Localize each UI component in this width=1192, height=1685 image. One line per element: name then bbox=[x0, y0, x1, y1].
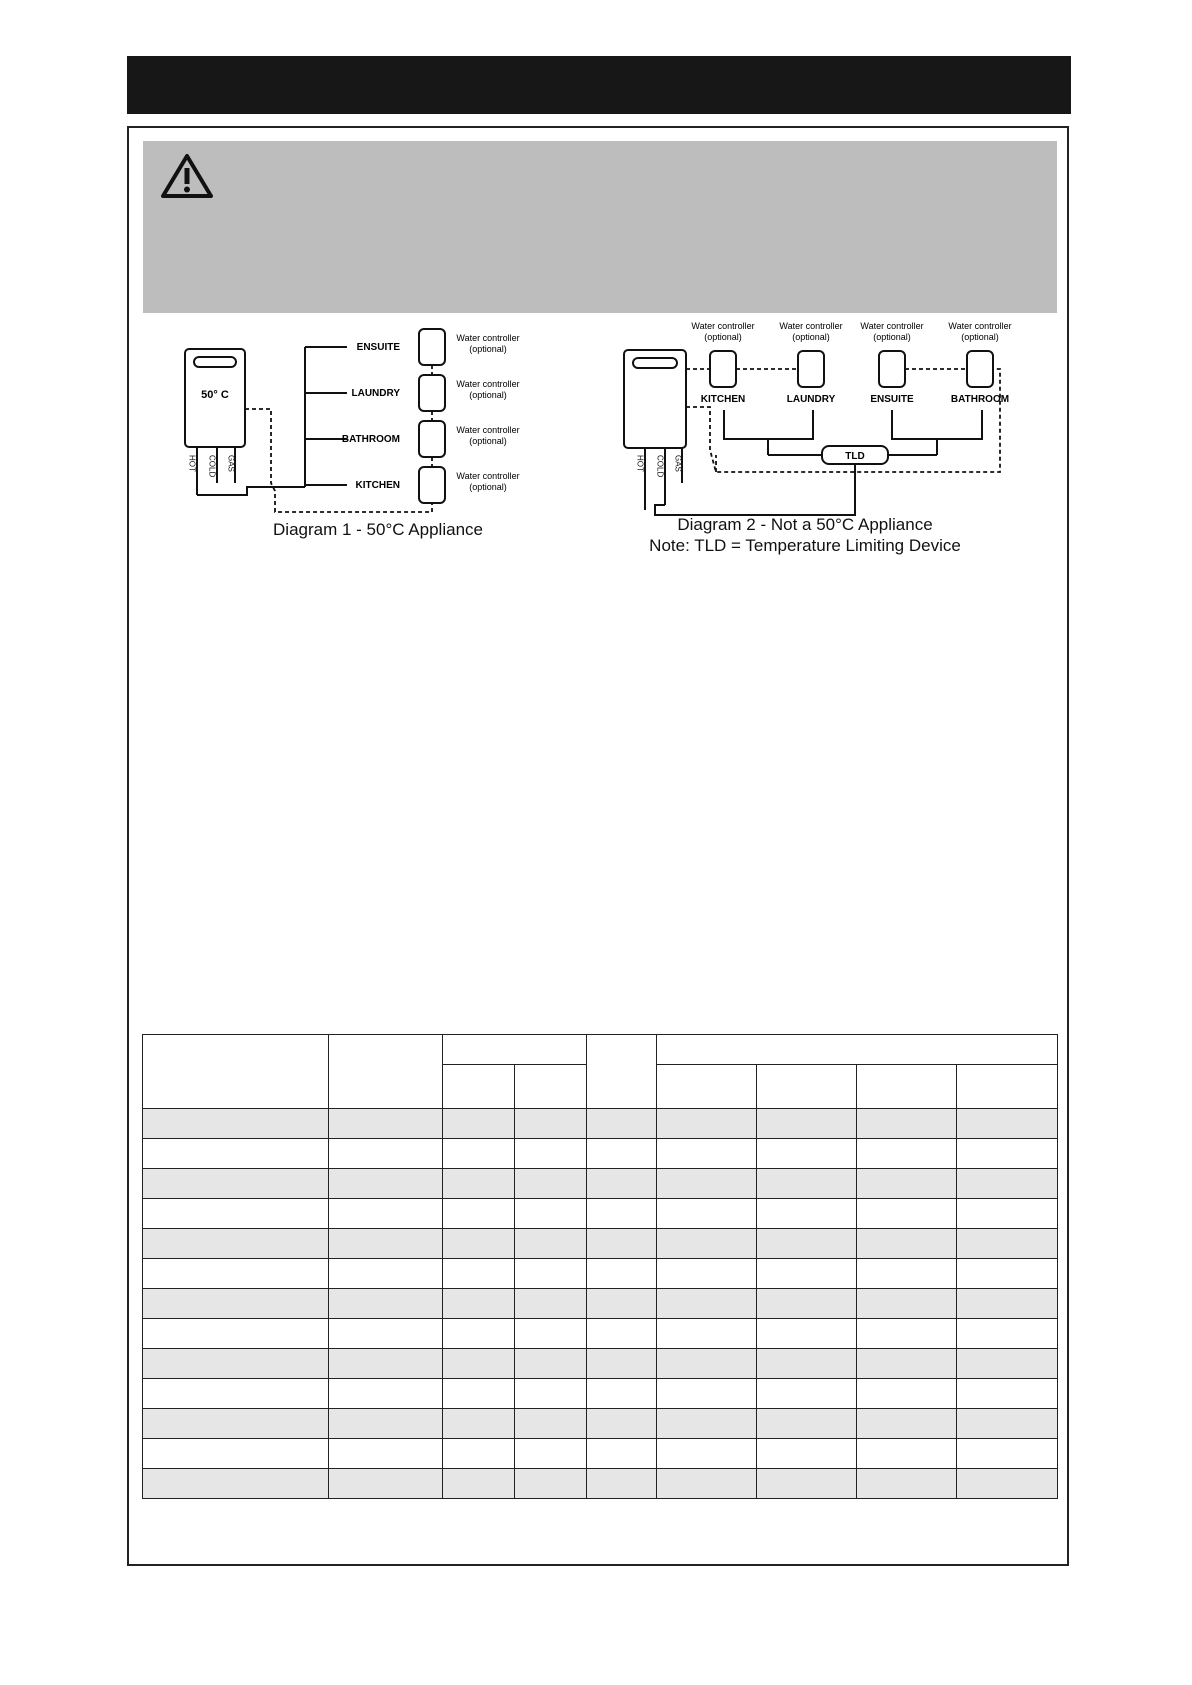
table-cell bbox=[657, 1349, 757, 1379]
table-cell bbox=[329, 1409, 443, 1439]
table-cell bbox=[143, 1289, 329, 1319]
table-cell bbox=[143, 1259, 329, 1289]
table-cell bbox=[757, 1409, 857, 1439]
table-cell bbox=[757, 1469, 857, 1499]
table-cell bbox=[957, 1169, 1058, 1199]
table-cell bbox=[957, 1319, 1058, 1349]
table-cell bbox=[329, 1319, 443, 1349]
table-cell bbox=[957, 1409, 1058, 1439]
header-cell bbox=[329, 1035, 443, 1109]
table-cell bbox=[587, 1469, 657, 1499]
table-cell bbox=[143, 1199, 329, 1229]
outlet-label: LAUNDRY bbox=[786, 394, 836, 405]
table-cell bbox=[443, 1409, 515, 1439]
table-cell bbox=[957, 1199, 1058, 1229]
table-cell bbox=[515, 1319, 587, 1349]
controller-optional: (optional) bbox=[469, 436, 507, 446]
table-cell bbox=[443, 1169, 515, 1199]
table-cell bbox=[515, 1349, 587, 1379]
table-cell bbox=[329, 1469, 443, 1499]
table-cell bbox=[443, 1259, 515, 1289]
table-cell bbox=[957, 1439, 1058, 1469]
table-cell bbox=[857, 1169, 957, 1199]
table-cell bbox=[143, 1409, 329, 1439]
table-cell bbox=[329, 1259, 443, 1289]
table-cell bbox=[957, 1289, 1058, 1319]
controller-optional: (optional) bbox=[469, 390, 507, 400]
table-cell bbox=[957, 1349, 1058, 1379]
table-cell bbox=[587, 1229, 657, 1259]
table-cell bbox=[757, 1289, 857, 1319]
table-cell bbox=[515, 1469, 587, 1499]
diagram-1 bbox=[143, 315, 543, 555]
table-cell bbox=[329, 1109, 443, 1139]
table-cell bbox=[443, 1439, 515, 1469]
warning-icon bbox=[160, 152, 214, 200]
table-cell bbox=[329, 1199, 443, 1229]
controller-label: Water controller bbox=[691, 321, 755, 331]
table-cell bbox=[443, 1349, 515, 1379]
table-cell bbox=[329, 1139, 443, 1169]
outlet-label: ENSUITE bbox=[870, 394, 914, 405]
table-row bbox=[143, 1139, 1058, 1169]
table-cell bbox=[515, 1229, 587, 1259]
table-cell bbox=[657, 1439, 757, 1469]
table-cell bbox=[757, 1229, 857, 1259]
controller-label: Water controller bbox=[456, 471, 520, 481]
table-cell bbox=[143, 1229, 329, 1259]
table-cell bbox=[857, 1289, 957, 1319]
table-cell bbox=[857, 1139, 957, 1169]
outlet-label: KITCHEN bbox=[355, 480, 400, 491]
table-cell bbox=[329, 1229, 443, 1259]
table-cell bbox=[329, 1379, 443, 1409]
table-cell bbox=[757, 1199, 857, 1229]
diagram-1-caption: Diagram 1 - 50°C Appliance bbox=[273, 520, 483, 539]
table-row bbox=[143, 1319, 1058, 1349]
pipe-label-hot: HOT bbox=[635, 455, 645, 472]
controller-label: Water controller bbox=[948, 321, 1012, 331]
table-cell bbox=[443, 1109, 515, 1139]
table-cell bbox=[757, 1109, 857, 1139]
table-cell bbox=[143, 1319, 329, 1349]
table-cell bbox=[515, 1259, 587, 1289]
header-cell bbox=[857, 1065, 957, 1109]
table-cell bbox=[757, 1319, 857, 1349]
controller-optional: (optional) bbox=[961, 332, 999, 342]
table-cell bbox=[515, 1199, 587, 1229]
header-cell bbox=[657, 1035, 1058, 1065]
table-cell bbox=[443, 1139, 515, 1169]
table-cell bbox=[957, 1469, 1058, 1499]
header-cell bbox=[443, 1065, 515, 1109]
header-cell bbox=[757, 1065, 857, 1109]
table-cell bbox=[329, 1439, 443, 1469]
table-cell bbox=[957, 1109, 1058, 1139]
table-cell bbox=[857, 1199, 957, 1229]
table-row bbox=[143, 1289, 1058, 1319]
table-cell bbox=[657, 1229, 757, 1259]
outlet-label: ENSUITE bbox=[356, 342, 400, 353]
table-row bbox=[143, 1379, 1058, 1409]
table-cell bbox=[587, 1109, 657, 1139]
outlet-label: KITCHEN bbox=[700, 394, 746, 405]
table-cell bbox=[857, 1109, 957, 1139]
table-cell bbox=[515, 1379, 587, 1409]
pipe-label-cold: COLD bbox=[207, 455, 217, 478]
table-cell bbox=[657, 1109, 757, 1139]
diagram-2-note: Note: TLD = Temperature Limiting Device bbox=[649, 536, 961, 555]
pipe-label-cold: COLD bbox=[655, 455, 665, 478]
table-cell bbox=[329, 1289, 443, 1319]
outlet-label: LAUNDRY bbox=[351, 388, 400, 399]
pipe-label-hot: HOT bbox=[187, 455, 197, 472]
header-cell bbox=[587, 1035, 657, 1109]
table-cell bbox=[587, 1319, 657, 1349]
header-cell bbox=[657, 1065, 757, 1109]
table-cell bbox=[957, 1379, 1058, 1409]
table-cell bbox=[515, 1139, 587, 1169]
table-cell bbox=[329, 1169, 443, 1199]
table-cell bbox=[143, 1469, 329, 1499]
table-row bbox=[143, 1409, 1058, 1439]
table-cell bbox=[857, 1229, 957, 1259]
table-cell bbox=[143, 1109, 329, 1139]
table-cell bbox=[143, 1379, 329, 1409]
table-cell bbox=[587, 1289, 657, 1319]
table-cell bbox=[957, 1229, 1058, 1259]
table-cell bbox=[657, 1139, 757, 1169]
table-cell bbox=[587, 1259, 657, 1289]
pipe-label-gas: GAS bbox=[226, 455, 236, 472]
controller-label: Water controller bbox=[779, 321, 843, 331]
table-cell bbox=[329, 1349, 443, 1379]
header-cell bbox=[515, 1065, 587, 1109]
table-cell bbox=[857, 1349, 957, 1379]
appliance-label: 50° C bbox=[201, 389, 229, 401]
table-cell bbox=[957, 1139, 1058, 1169]
table-row bbox=[143, 1259, 1058, 1289]
table-cell bbox=[757, 1259, 857, 1289]
table-cell bbox=[957, 1259, 1058, 1289]
table-cell bbox=[143, 1139, 329, 1169]
table-cell bbox=[657, 1469, 757, 1499]
table-cell bbox=[587, 1349, 657, 1379]
table-cell bbox=[757, 1139, 857, 1169]
table-cell bbox=[757, 1349, 857, 1379]
header-cell bbox=[957, 1065, 1058, 1109]
table-cell bbox=[587, 1409, 657, 1439]
table-row bbox=[143, 1229, 1058, 1259]
table-cell bbox=[443, 1229, 515, 1259]
controller-optional: (optional) bbox=[873, 332, 911, 342]
table-cell bbox=[857, 1259, 957, 1289]
table-cell bbox=[587, 1139, 657, 1169]
outlet-label: BATHROOM bbox=[950, 394, 1010, 405]
outlet-label: BATHROOM bbox=[341, 434, 400, 445]
controller-optional: (optional) bbox=[704, 332, 742, 342]
table-cell bbox=[515, 1109, 587, 1139]
table-cell bbox=[657, 1409, 757, 1439]
controller-optional: (optional) bbox=[469, 344, 507, 354]
header-cell bbox=[443, 1035, 587, 1065]
table-cell bbox=[515, 1169, 587, 1199]
table-cell bbox=[143, 1349, 329, 1379]
table-cell bbox=[857, 1439, 957, 1469]
table-cell bbox=[587, 1439, 657, 1469]
table-row bbox=[143, 1469, 1058, 1499]
table-cell bbox=[757, 1379, 857, 1409]
table-cell bbox=[515, 1439, 587, 1469]
controller-optional: (optional) bbox=[792, 332, 830, 342]
controller-label: Water controller bbox=[456, 379, 520, 389]
table-cell bbox=[657, 1199, 757, 1229]
table-cell bbox=[515, 1409, 587, 1439]
controller-label: Water controller bbox=[456, 333, 520, 343]
table-row bbox=[143, 1109, 1058, 1139]
table-cell bbox=[443, 1289, 515, 1319]
warning-box bbox=[143, 141, 1057, 313]
table-cell bbox=[657, 1169, 757, 1199]
table-cell bbox=[443, 1319, 515, 1349]
table-cell bbox=[143, 1439, 329, 1469]
table-cell bbox=[857, 1319, 957, 1349]
tld-label: TLD bbox=[845, 451, 865, 462]
table-row bbox=[143, 1439, 1058, 1469]
table-cell bbox=[757, 1439, 857, 1469]
table-cell bbox=[857, 1469, 957, 1499]
controller-optional: (optional) bbox=[469, 482, 507, 492]
table-cell bbox=[587, 1379, 657, 1409]
table-cell bbox=[443, 1379, 515, 1409]
spec-table bbox=[142, 1034, 1058, 1499]
table-cell bbox=[143, 1169, 329, 1199]
pipe-label-gas: GAS bbox=[673, 455, 683, 472]
table-cell bbox=[587, 1169, 657, 1199]
table-body bbox=[143, 1109, 1058, 1499]
table-cell bbox=[657, 1259, 757, 1289]
table-row bbox=[143, 1169, 1058, 1199]
header-bar bbox=[127, 56, 1071, 114]
table-cell bbox=[443, 1199, 515, 1229]
table-cell bbox=[657, 1319, 757, 1349]
table-cell bbox=[657, 1379, 757, 1409]
table-row bbox=[143, 1199, 1058, 1229]
table-row bbox=[143, 1349, 1058, 1379]
table-cell bbox=[857, 1409, 957, 1439]
controller-label: Water controller bbox=[456, 425, 520, 435]
controller-label: Water controller bbox=[860, 321, 924, 331]
table-cell bbox=[757, 1169, 857, 1199]
table-cell bbox=[657, 1289, 757, 1319]
header-cell bbox=[143, 1035, 329, 1109]
table-cell bbox=[857, 1379, 957, 1409]
diagram-2-caption: Diagram 2 - Not a 50°C Appliance bbox=[677, 515, 933, 534]
table-cell bbox=[587, 1199, 657, 1229]
table-cell bbox=[443, 1469, 515, 1499]
table-cell bbox=[515, 1289, 587, 1319]
